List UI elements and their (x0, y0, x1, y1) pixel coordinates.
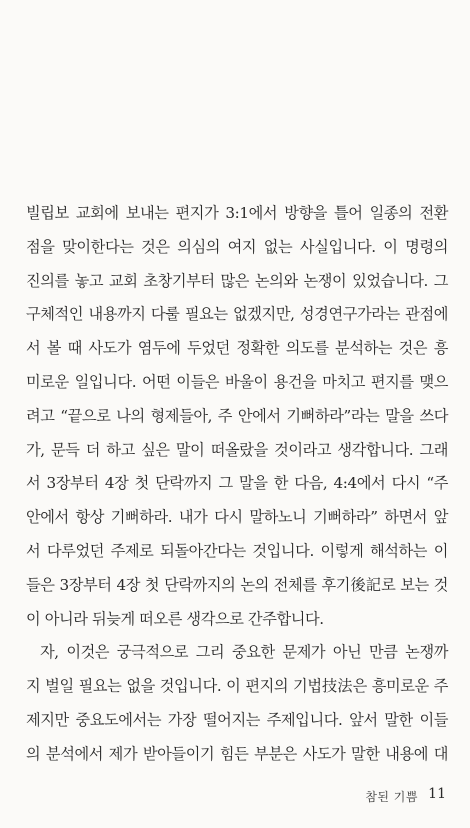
body-text (26, 197, 448, 772)
text-line: 빌립보 교회에 보내는 편지가 3:1에서 방향을 틀어 일종의 전환 (26, 204, 448, 222)
text-line: 제지만 중요도에서는 가장 떨어지는 주제입니다. 앞서 말한 이들 (26, 710, 448, 729)
text-line: 진의를 놓고 교회 초창기부터 많은 논의와 논쟁이 있었습니다. 그 (26, 271, 448, 290)
text-line: 이 아니라 뒤늦게 떠오른 생각으로 간주합니다. (26, 609, 324, 628)
text-line: 서 다루었던 주제로 되돌아간다는 것입니다. 이렇게 해석하는 이 (26, 541, 448, 560)
text-line: 구체적인 내용까지 다룰 필요는 없겠지만, 성경연구가라는 관점에 (26, 305, 448, 324)
text-line: 려고 “끝으로 나의 형제들아, 주 안에서 기뻐하라”라는 말을 쓰다 (26, 406, 448, 425)
text-line: 의 분석에서 제가 받아들이기 힘든 부분은 사도가 말한 내용에 대 (26, 744, 448, 763)
text-line: 서 3장부터 4장 첫 단락까지 그 말을 한 다음, 4:4에서 다시 “주 (26, 474, 448, 493)
text-line: 가, 문득 더 하고 싶은 말이 떠올랐을 것이라고 생각합니다. 그래 (26, 440, 448, 459)
paragraph-start-line: 자, 이것은 궁극적으로 그리 중요한 문제가 아닌 만큼 논쟁까 (40, 643, 448, 662)
text-line: 미로운 일입니다. 어떤 이들은 바울이 용건을 마치고 편지를 맺으 (26, 372, 448, 391)
running-head: 참된 기쁨 (365, 790, 418, 804)
text-line: 들은 3장부터 4장 첫 단락까지의 논의 전체를 후기後記로 보는 것 (26, 575, 448, 594)
text-line: 안에서 항상 기뻐하라. 내가 다시 말하노니 기뻐하라” 하면서 앞 (26, 508, 448, 527)
page-number: 11 (428, 786, 446, 802)
text-line: 서 볼 때 사도가 염두에 두었던 정확한 의도를 분석하는 것은 흥 (26, 339, 448, 358)
text-line: 지 벌일 필요는 없을 것입니다. 이 편지의 기법技法은 흥미로운 주 (26, 677, 448, 696)
page-footer (0, 786, 470, 806)
text-line: 점을 맞이한다는 것은 의심의 여지 없는 사실입니다. 이 명령의 (26, 237, 448, 256)
